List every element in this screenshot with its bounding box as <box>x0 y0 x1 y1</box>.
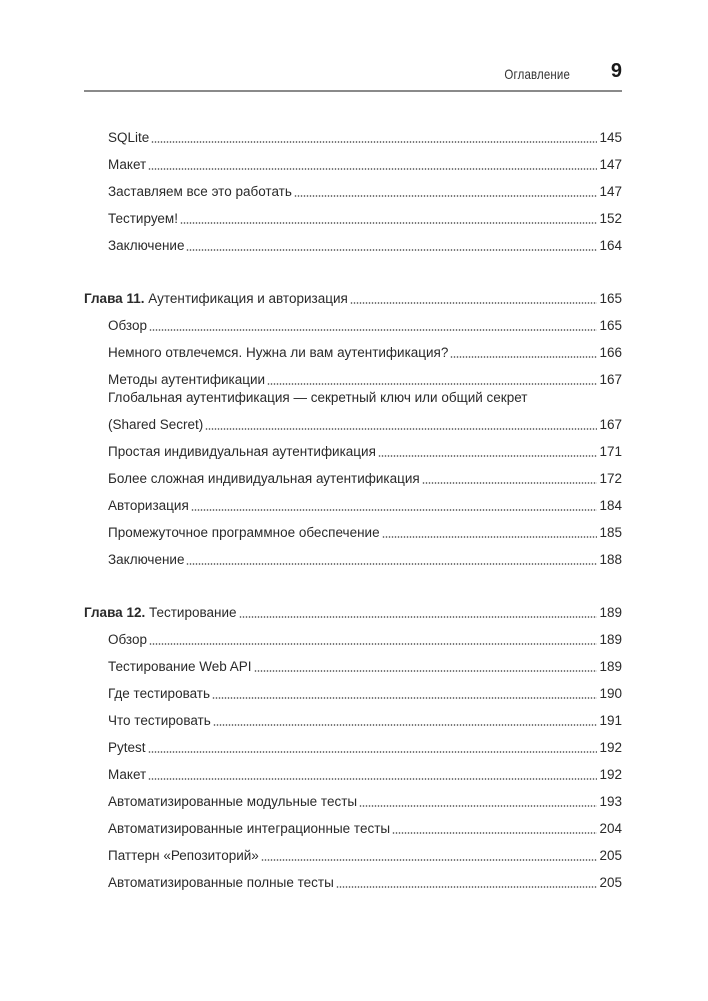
toc-entry[interactable]: Простая индивидуальная аутентификация 171 <box>108 444 622 459</box>
toc-entry[interactable]: Более сложная индивидуальная аутентификация 172 <box>108 471 622 486</box>
chapter-title: Аутентификация и авторизация <box>148 291 348 306</box>
toc-entry[interactable]: Заключение 164 <box>108 238 622 253</box>
dot-leader <box>186 249 597 251</box>
dot-leader <box>212 697 597 699</box>
dot-leader <box>350 302 598 304</box>
page-number: 9 <box>610 60 622 82</box>
dot-leader <box>191 509 598 511</box>
toc-entry[interactable]: Где тестировать 190 <box>108 686 622 701</box>
dot-leader <box>336 886 598 888</box>
toc-entry[interactable]: Обзор 165 <box>108 318 622 333</box>
toc-entry[interactable]: Авторизация 184 <box>108 498 622 513</box>
toc-entry[interactable]: Обзор 189 <box>108 632 622 647</box>
toc-entry[interactable]: Pytest 192 <box>108 740 622 755</box>
toc-entry[interactable]: Автоматизированные интеграционные тесты 204 <box>108 821 622 836</box>
dot-leader <box>151 141 597 143</box>
dot-leader <box>378 455 598 457</box>
toc-entry[interactable]: Промежуточное программное обеспечение 185 <box>108 525 622 540</box>
toc-chapter-11[interactable]: Глава 11. Аутентификация и авторизация 165 <box>84 291 622 306</box>
dot-leader <box>239 616 598 618</box>
dot-leader <box>254 670 598 672</box>
dot-leader <box>186 563 597 565</box>
toc-entry[interactable]: Тестирование Web API 189 <box>108 659 622 674</box>
dot-leader <box>205 428 597 430</box>
dot-leader <box>213 724 598 726</box>
toc-entry[interactable]: Что тестировать 191 <box>108 713 622 728</box>
dot-leader <box>261 859 598 861</box>
chapter-number: Глава 11. <box>84 291 145 306</box>
toc-entry[interactable]: Заключение 188 <box>108 552 622 567</box>
chapter-title: Тестирование <box>148 605 237 620</box>
dot-leader <box>392 832 597 834</box>
toc-entry[interactable]: (Shared Secret) 167 <box>108 417 622 432</box>
running-header-title: Оглавление <box>504 66 570 82</box>
chapter-number: Глава 12. <box>84 605 146 620</box>
dot-leader <box>359 805 597 807</box>
dot-leader <box>450 356 597 358</box>
dot-leader <box>148 778 597 780</box>
dot-leader <box>148 168 597 170</box>
running-header <box>84 62 622 92</box>
toc-entry[interactable]: Паттерн «Репозиторий» 205 <box>108 848 622 863</box>
toc-entry[interactable]: Тестируем! 152 <box>108 211 622 226</box>
toc-entry[interactable]: Методы аутентификации 167 <box>108 372 622 387</box>
toc-chapter-12[interactable]: Глава 12. Тестирование 189 <box>84 605 622 620</box>
toc-entry[interactable]: Заставляем все это работать 147 <box>108 184 622 199</box>
dot-leader <box>180 222 598 224</box>
dot-leader <box>149 329 597 331</box>
dot-leader <box>382 536 598 538</box>
dot-leader <box>267 383 597 385</box>
toc-entry[interactable]: Автоматизированные модульные тесты 193 <box>108 794 622 809</box>
toc-entry[interactable]: Немного отвлечемся. Нужна ли вам аутентификация? 166 <box>108 345 622 360</box>
dot-leader <box>422 482 598 484</box>
toc-entry[interactable]: Макет 192 <box>108 767 622 782</box>
toc-entry[interactable]: Автоматизированные полные тесты 205 <box>108 875 622 890</box>
dot-leader <box>148 751 598 753</box>
toc-entry-line1[interactable]: Глобальная аутентификация — секретный ключ или общий секрет <box>108 390 528 405</box>
dot-leader <box>149 643 597 645</box>
toc-entry[interactable]: SQLite 145 <box>108 130 622 145</box>
dot-leader <box>294 195 598 197</box>
toc-entry[interactable]: Макет 147 <box>108 157 622 172</box>
